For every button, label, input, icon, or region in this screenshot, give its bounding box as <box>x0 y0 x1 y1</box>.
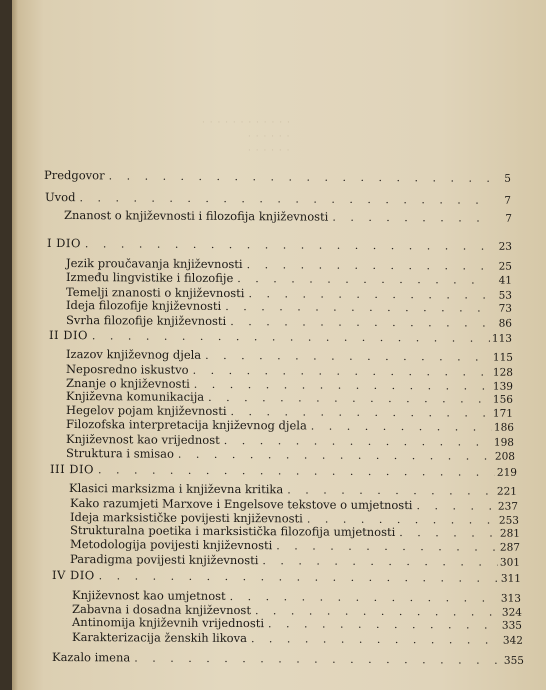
toc-page-number: 219 <box>496 466 518 479</box>
dot-leader <box>92 329 490 345</box>
toc-entry-title: Književna komunikacija <box>65 389 205 404</box>
toc-page-number: 313 <box>500 592 522 605</box>
toc-entry-title: Klasici marksizma i književna kritika <box>68 481 284 497</box>
dot-leader <box>230 315 490 331</box>
toc-page-number: 128 <box>492 366 514 379</box>
toc-page-number: 53 <box>498 289 513 302</box>
toc-section-entry <box>52 650 524 668</box>
toc-page-number: 113 <box>491 332 513 345</box>
toc-entry-title: Ideja marksističke povijesti književnosti <box>69 510 303 526</box>
toc-entry-title: Književnost kao umjetnost <box>71 588 226 603</box>
dot-leader <box>99 569 499 585</box>
toc-entry-title: Metodologija povijesti književnosti <box>69 537 273 553</box>
toc-page-number: 221 <box>496 485 518 498</box>
toc-entry-title: Temelji znanosti o književnosti <box>65 285 245 301</box>
toc-chapter-entry <box>70 552 520 570</box>
toc-entry-title: Predgovor <box>43 168 105 183</box>
toc-entry-title: Hegelov pojam književnosti <box>65 403 227 418</box>
toc-page-number: 139 <box>492 380 514 393</box>
toc-entry-title: IV DIO <box>51 568 95 583</box>
toc-page-number: 208 <box>494 450 516 463</box>
toc-page-number: 25 <box>498 260 513 273</box>
dot-leader <box>262 554 498 569</box>
toc-entry-title: Kako razumjeti Marxove i Engelsove tekstove o umjetnosti <box>69 496 413 513</box>
dot-leader <box>251 632 501 648</box>
dot-leader <box>268 617 500 632</box>
toc-page-number: 287 <box>499 541 521 554</box>
toc-section-entry <box>47 236 512 254</box>
toc-entry-title: Svrha filozofije književnosti <box>65 313 227 328</box>
toc-entry-title: Ideja filozofije književnosti <box>65 298 222 313</box>
dot-leader <box>311 419 492 434</box>
toc-page-number: 7 <box>504 194 512 207</box>
toc-page-number: 342 <box>502 634 524 647</box>
toc-page-number: 281 <box>499 527 521 540</box>
toc-entry-title: Znanost o književnosti i filozofija književnosti <box>63 208 329 224</box>
toc-entry-title: Paradigma povijesti književnosti <box>69 552 259 568</box>
dot-leader <box>109 169 489 185</box>
toc-page-number: 335 <box>501 619 523 632</box>
dot-leader <box>276 539 498 554</box>
toc-entry-title: Uvod <box>44 190 76 205</box>
toc-page-number: 7 <box>505 212 513 225</box>
toc-page-number: 171 <box>492 407 514 420</box>
dot-leader <box>134 652 502 668</box>
toc-page-number: 73 <box>498 302 513 315</box>
toc-entry-title: I DIO <box>46 236 81 251</box>
toc-page-number: 301 <box>499 556 521 569</box>
toc-page-number: 324 <box>501 606 523 619</box>
toc-page-number: 253 <box>498 514 520 527</box>
show-through-text: · · · · · · <box>248 132 291 142</box>
toc-section-entry <box>50 462 517 480</box>
toc-chapter-entry <box>66 446 515 464</box>
toc-entry-title: Struktura i smisao <box>65 446 174 461</box>
toc-entry-title: Izazov književnog djela <box>65 347 202 362</box>
toc-chapter-entry <box>72 630 523 648</box>
toc-page-number: 355 <box>503 654 525 667</box>
toc-page-number: 311 <box>500 572 522 585</box>
toc-page-number: 115 <box>492 351 514 364</box>
toc-entry-title: Strukturalna poetika i marksistička filozofija umjetnosti <box>69 523 396 539</box>
toc-entry-title: II DIO <box>48 328 88 343</box>
toc-page-number: 237 <box>497 500 519 513</box>
toc-entry-title: Karakterizacija ženskih likova <box>71 630 248 646</box>
toc-entry-title: Književnost kao vrijednost <box>65 432 220 447</box>
dot-leader <box>98 463 495 479</box>
toc-entry-title: Između lingvistike i filozofije <box>65 270 234 286</box>
book-page <box>12 0 546 690</box>
dot-leader <box>287 483 495 498</box>
dot-leader <box>178 448 493 464</box>
dot-leader <box>332 211 490 226</box>
toc-entry-title: Kazalo imena <box>51 650 131 665</box>
dot-leader <box>79 191 489 208</box>
toc-section-entry <box>52 568 521 586</box>
show-through-text: · · · · · · <box>248 146 291 156</box>
toc-page-number: 86 <box>498 317 513 330</box>
show-through-text: · · · · · · · · · · · · <box>202 118 291 128</box>
table-of-contents <box>12 0 546 690</box>
toc-entry-title: Neposredno iskustvo <box>65 362 189 377</box>
toc-page-number: 186 <box>493 421 515 434</box>
toc-section-entry <box>49 328 512 346</box>
toc-entry-title: III DIO <box>49 462 95 477</box>
toc-section-entry <box>44 168 511 186</box>
toc-entry-title: Zabavna i dosadna književnost <box>71 602 252 618</box>
toc-section-entry <box>45 190 511 208</box>
toc-page-number: 156 <box>492 393 514 406</box>
dot-leader <box>85 237 490 253</box>
toc-page-number: 198 <box>493 436 515 449</box>
toc-page-number: 41 <box>498 274 513 287</box>
toc-entry-title: Filozofska interpretacija književnog djela <box>65 417 307 433</box>
dot-leader <box>237 272 490 288</box>
toc-page-number: 23 <box>498 240 513 253</box>
toc-entry-title: Jezik proučavanja književnosti <box>65 256 243 272</box>
toc-chapter-entry <box>64 208 512 226</box>
toc-entry-title: Antinomija književnih vrijednosti <box>71 615 265 631</box>
toc-entry-title: Znanje o književnosti <box>65 376 190 391</box>
toc-page-number: 5 <box>504 172 512 185</box>
